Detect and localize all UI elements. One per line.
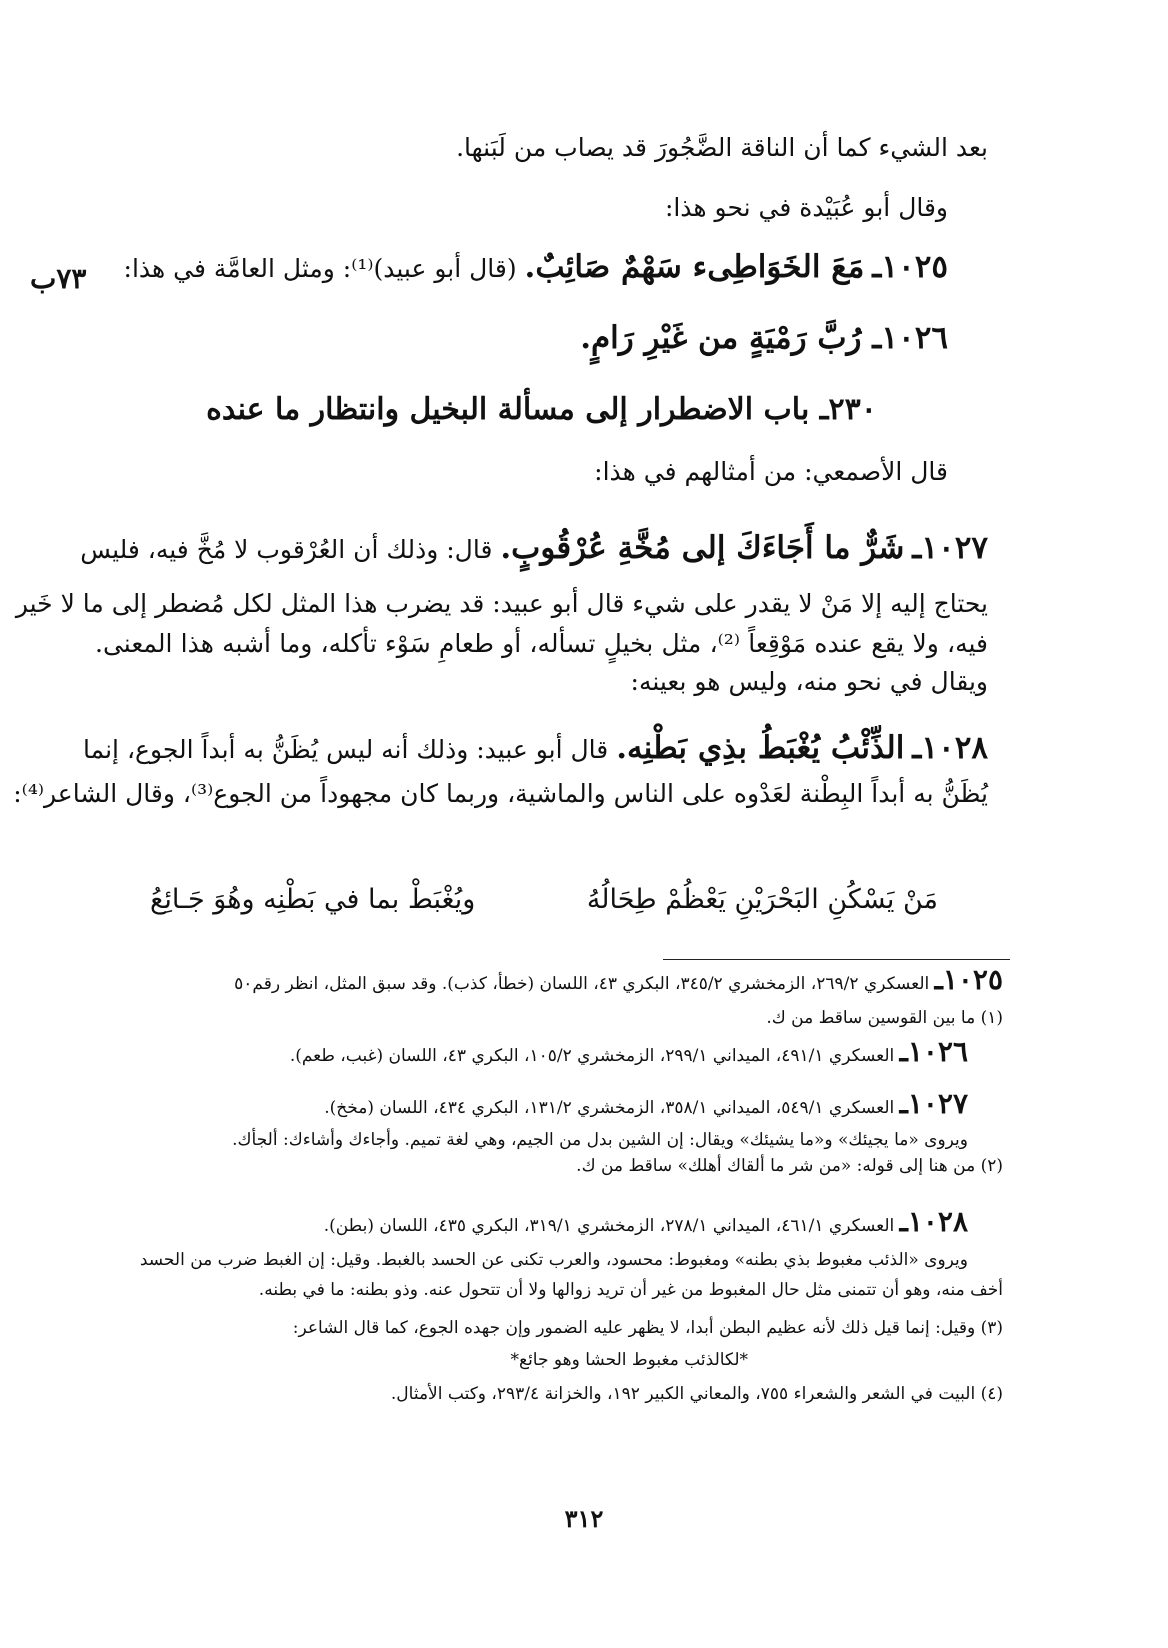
text-line: فيه، ولا يقع عنده مَوْقِعاً ⁽²⁾، مثل بخيلٍ تسأله، أو طعامِ سَوْء تأكله، وما أشبه هذا المعنى. (95, 629, 988, 658)
footnote-1027 (88, 1087, 968, 1122)
text-line: ويقال في نحو منه، وليس هو بعينه: (630, 667, 988, 696)
proverb-1025 (95, 247, 948, 289)
verse-first-hemistich: مَنْ يَسْكُنِ البَحْرَيْنِ يَعْظُمْ طِحَالُهُ (586, 884, 938, 915)
proverb-1026: ١٠٢٦ـ رُبَّ رَمْيَةٍ من غَيْرِ رَامٍ. (580, 320, 948, 356)
footnote-3: (٣) وقيل: إنما قيل ذلك لأنه عظيم البطن أبدا، لا يظهر عليه الضمور وإن جهده الجوع، كما قال الشاعر: (292, 1318, 1003, 1338)
proverb-commentary: (قال أبو عبيد)⁽¹⁾: ومثل العامَّة في هذا: (123, 254, 517, 283)
margin-folio-note: ٧٣ب (30, 262, 87, 295)
footnote-1: (١) ما بين القوسين ساقط من ك. (766, 1008, 1003, 1028)
footnote-1025 (88, 963, 1003, 998)
verse-second-hemistich: ويُغْبَطْ بما في بَطْنِه وهُوَ جَـائِعُ (150, 884, 476, 915)
text-line: يحتاج إليه إلا مَنْ لا يقدر على شيء قال أبو عبيد: قد يضرب هذا المثل لكل مُضطر إلى ما لا خَير (15, 589, 988, 618)
proverb-number: ١٠٢٥ـ (872, 249, 948, 285)
proverb-text: شَرٌّ ما أَجَاءَكَ إلى مُخَّةِ عُرْقُوبٍ. (500, 530, 905, 566)
footnote-text: العسكري ٥٤٩/١، الميداني ٣٥٨/١، الزمخشري ١٣١/٢، البكري ٤٣٤، اللسان (مخخ). (324, 1098, 900, 1118)
chapter-heading: ٢٣٠ـ باب الاضطرار إلى مسألة البخيل وانتظار ما عنده (206, 392, 877, 427)
footnote-text: العسكري ٤٦١/١، الميداني ٢٧٨/١، الزمخشري ٣١٩/١، البكري ٤٣٥، اللسان (بطن). (323, 1216, 900, 1236)
page-number: ٣١٢ (564, 1504, 604, 1533)
text-line: قال الأصمعي: من أمثالهم في هذا: (594, 457, 948, 486)
footnote-number: ١٠٢٨ـ (899, 1205, 968, 1238)
proverb-text: مَعَ الخَوَاطِىء سَهْمٌ صَائِبٌ. (524, 249, 865, 285)
footnote-text: ويروى «ما يجيئك» و«ما يشيئك» ويقال: إن الشين بدل من الجيم، وهي لغة تميم. وأجاءك وأشاءك: ألجأك. (232, 1130, 968, 1150)
footnote-verse: *لكالذئب مغبوط الحشا وهو جائع* (510, 1350, 748, 1370)
footnote-text: العسكري ٢٦٩/٢، الزمخشري ٣٤٥/٢، البكري ٤٣، اللسان (خطأ، كذب). وقد سبق المثل، انظر رقم٥٠ (234, 974, 935, 994)
text-line: بعد الشيء كما أن الناقة الضَّجُورَ قد يصاب من لَبَنها. (456, 133, 988, 162)
footnote-number: ١٠٢٥ـ (934, 963, 1003, 996)
proverb-commentary: قال أبو عبيد: وذلك أنه ليس يُظَنُّ به أبداً الجوع، إنما (83, 735, 609, 764)
text-line: يُظَنُّ به أبداً البِطْنة لعَدْوه على الناس والماشية، وربما كان مجهوداً من الجوع⁽³⁾، وقال الشاعر⁽⁴⁾: (13, 779, 988, 808)
proverb-commentary: قال: وذلك أن العُرْقوب لا مُخَّ فيه، فليس (80, 535, 493, 564)
proverb-number: ١٠٢٧ـ (912, 530, 988, 566)
footnote-text: العسكري ٤٩١/١، الميداني ٢٩٩/١، الزمخشري ١٠٥/٢، البكري ٤٣، اللسان (غبب، طعم). (289, 1046, 900, 1066)
footnote-text: ويروى «الذئب مغبوط بذي بطنه» ومغبوط: محسود، والعرب تكنى عن الحسد بالغبط. وقيل: إن الغبط ضرب من الحسد (139, 1250, 968, 1270)
footnote-text: أخف منه، وهو أن تتمنى مثل حال المغبوط من غير أن تريد زوالها ولا أن تتحول عنه. وذو بطنه: ما في بطنه. (258, 1280, 1003, 1300)
footnote-2: (٢) من هنا إلى قوله: «من شر ما ألقاك أهلك» ساقط من ك. (576, 1156, 1003, 1176)
poem-verse (150, 880, 938, 920)
proverb-1027 (80, 528, 988, 570)
footnote-number: ١٠٢٧ـ (899, 1087, 968, 1120)
footnote-number: ١٠٢٦ـ (899, 1035, 968, 1068)
proverb-number: ١٠٢٨ـ (912, 730, 988, 766)
footnote-1026 (88, 1035, 968, 1070)
proverb-text: الذِّئْبُ يُغْبَطُ بذِي بَطْنِه. (616, 730, 905, 766)
footnote-separator (663, 959, 1010, 960)
footnote-4: (٤) البيت في الشعر والشعراء ٧٥٥، والمعاني الكبير ١٩٢، والخزانة ٢٩٣/٤، وكتب الأمثال. (390, 1384, 1003, 1404)
text-line: وقال أبو عُبَيْدة في نحو هذا: (664, 193, 948, 222)
footnote-1028 (88, 1205, 968, 1240)
proverb-1028 (83, 728, 988, 770)
